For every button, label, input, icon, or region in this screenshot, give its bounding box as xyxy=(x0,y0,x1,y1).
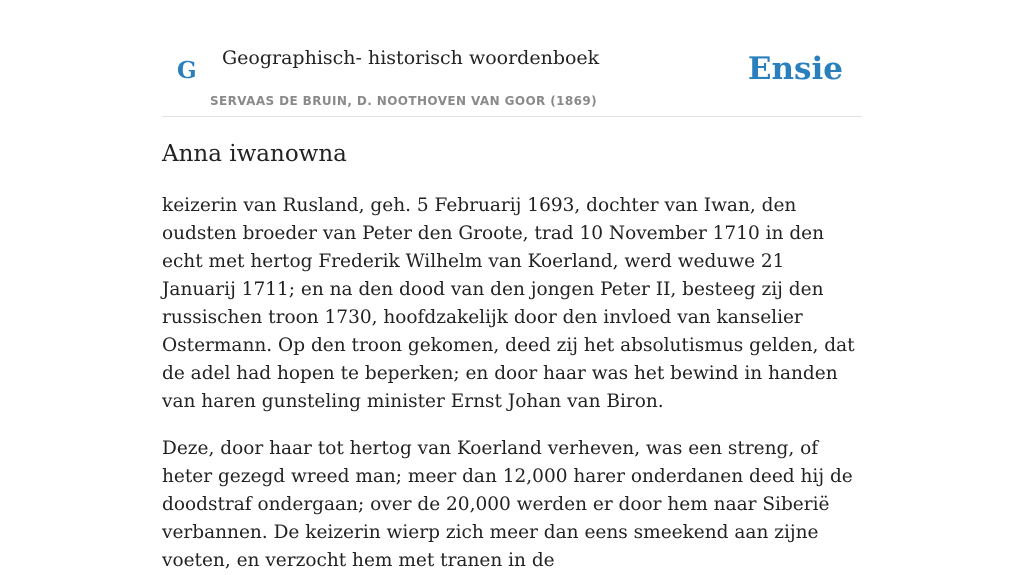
entry-paragraph: keizerin van Rusland, geh. 5 Februarij 1693, dochter van Iwan, den oudsten broeder van Peter den Groote, trad 10 November 1710 in den echt met hertog Frederik Wilhelm van Koerland, werd weduwe 21 Januarij 1711; en na den dood van den jongen Peter II, besteeg zij den russischen troon 1730, hoofdzakelijk door den invloed van kanselier Ostermann. Op den troon gekomen, deed zij het absolutismus gelden, dat de adel had hopen te beperken; en door haar was het bewind in handen van haren gunsteling minister Ernst Johan van Biron. xyxy=(162,195,855,412)
book-title[interactable]: Geographisch- historisch woordenboek xyxy=(222,47,600,69)
entry-title: Anna iwanowna xyxy=(162,141,347,167)
entry-article xyxy=(162,138,862,575)
book-authors: SERVAAS DE BRUIN, D. NOOTHOVEN VAN GOOR (1869) xyxy=(210,94,598,108)
book-letter-icon: G xyxy=(177,57,197,84)
entry-paragraph: Deze, door haar tot hertog van Koerland verheven, was een streng, of heter gezegd wreed man; meer dan 12,000 harer onderdanen deed hij de doodstraf ondergaan; over de 20,000 werden er door hem naar Siberië verbannen. De keizerin wierp zich meer dan eens smeekend aan zijne voeten, en verzocht hem met tranen in de xyxy=(162,438,853,571)
book-header xyxy=(162,0,862,117)
ensie-logo-link[interactable]: Ensie xyxy=(747,51,843,87)
